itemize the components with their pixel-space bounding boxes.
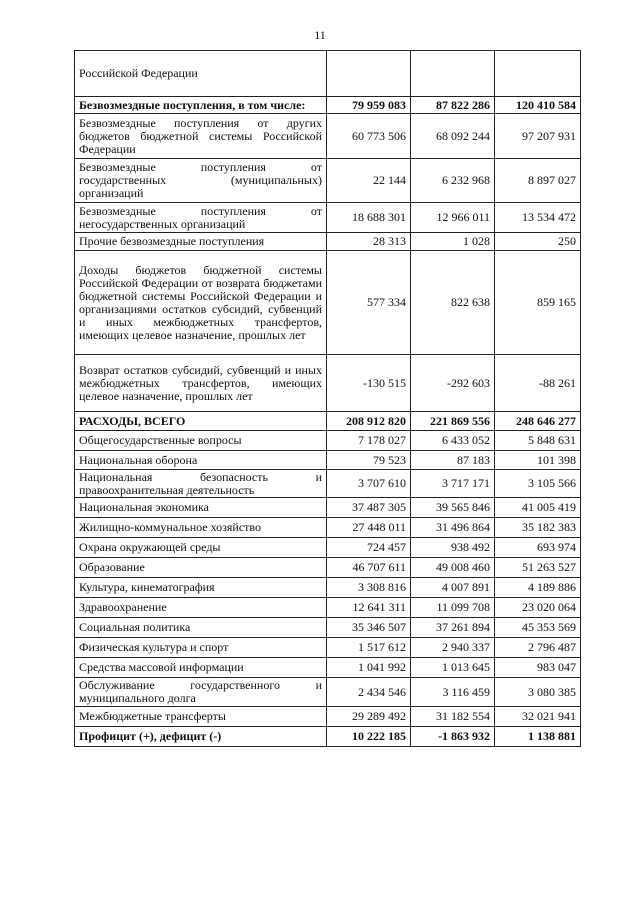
value-col-3: 35 182 383 (495, 518, 581, 538)
value-col-2: 68 092 244 (411, 114, 495, 159)
row-label: Здравоохранение (75, 598, 327, 618)
value-col-3 (495, 51, 581, 97)
value-col-1: 29 289 492 (327, 707, 411, 727)
value-col-3: 1 138 881 (495, 727, 581, 747)
value-col-2: 31 496 864 (411, 518, 495, 538)
value-col-2: 6 433 052 (411, 431, 495, 451)
table-row (75, 159, 581, 203)
value-col-1: 79 523 (327, 451, 411, 470)
row-label: Культура, кинематография (75, 578, 327, 598)
value-col-2: -292 603 (411, 355, 495, 412)
value-col-1: 22 144 (327, 159, 411, 203)
value-col-3: 41 005 419 (495, 498, 581, 518)
value-col-3: 4 189 886 (495, 578, 581, 598)
table-row (75, 558, 581, 578)
row-label: Доходы бюджетов бюджетной системы Российской Федерации от возврата бюджетами бюджетной системы Российской Федерации и организациями остатков субсидий, субвенций и иных межбюджетных трансфертов, имеющих целевое назначение, прошлых лет (75, 251, 327, 355)
value-col-1: 35 346 507 (327, 618, 411, 638)
value-col-2: 31 182 554 (411, 707, 495, 727)
value-col-3: 2 796 487 (495, 638, 581, 658)
row-label: Межбюджетные трансферты (75, 707, 327, 727)
value-col-3: 101 398 (495, 451, 581, 470)
table-row (75, 203, 581, 233)
value-col-2: 87 822 286 (411, 97, 495, 114)
value-col-3: 859 165 (495, 251, 581, 355)
page-number: 11 (314, 28, 326, 42)
value-col-1: 37 487 305 (327, 498, 411, 518)
row-label: Прочие безвозмездные поступления (75, 233, 327, 251)
table-row (75, 707, 581, 727)
row-label: Возврат остатков субсидий, субвенций и иных межбюджетных трансфертов, имеющих целевое назначение, прошлых лет (75, 355, 327, 412)
table-row (75, 618, 581, 638)
value-col-3: 3 105 566 (495, 470, 581, 498)
value-col-2: 938 492 (411, 538, 495, 558)
table-row (75, 233, 581, 251)
value-col-2: 3 116 459 (411, 678, 495, 707)
table-row (75, 355, 581, 412)
table-row (75, 638, 581, 658)
table-row (75, 578, 581, 598)
table-row (75, 538, 581, 558)
row-label: Безвозмездные поступления от государственных (муниципальных) организаций (75, 159, 327, 203)
value-col-1: 208 912 820 (327, 412, 411, 431)
table-row (75, 518, 581, 538)
value-col-3: 97 207 931 (495, 114, 581, 159)
value-col-2: 221 869 556 (411, 412, 495, 431)
value-col-2: 3 717 171 (411, 470, 495, 498)
table-row (75, 431, 581, 451)
value-col-1: 10 222 185 (327, 727, 411, 747)
value-col-2: 2 940 337 (411, 638, 495, 658)
table-row (75, 727, 581, 747)
value-col-3: 120 410 584 (495, 97, 581, 114)
value-col-3: 45 353 569 (495, 618, 581, 638)
value-col-1: 28 313 (327, 233, 411, 251)
value-col-1: 1 041 992 (327, 658, 411, 678)
value-col-1 (327, 51, 411, 97)
value-col-2: 37 261 894 (411, 618, 495, 638)
row-label: Профицит (+), дефицит (-) (75, 727, 327, 747)
table-row (75, 251, 581, 355)
row-label: РАСХОДЫ, ВСЕГО (75, 412, 327, 431)
row-label: Средства массовой информации (75, 658, 327, 678)
row-label: Охрана окружающей среды (75, 538, 327, 558)
value-col-2: 1 028 (411, 233, 495, 251)
budget-table-body (75, 51, 581, 747)
value-col-1: 27 448 011 (327, 518, 411, 538)
value-col-3: 693 974 (495, 538, 581, 558)
value-col-3: 3 080 385 (495, 678, 581, 707)
row-label: Образование (75, 558, 327, 578)
value-col-1: 2 434 546 (327, 678, 411, 707)
value-col-2: 4 007 891 (411, 578, 495, 598)
value-col-1: 3 308 816 (327, 578, 411, 598)
value-col-3: 5 848 631 (495, 431, 581, 451)
value-col-1: 1 517 612 (327, 638, 411, 658)
table-row (75, 97, 581, 114)
value-col-2: 822 638 (411, 251, 495, 355)
value-col-2: -1 863 932 (411, 727, 495, 747)
value-col-3: 13 534 472 (495, 203, 581, 233)
value-col-1: -130 515 (327, 355, 411, 412)
budget-table (74, 50, 581, 747)
value-col-1: 577 334 (327, 251, 411, 355)
row-label: Социальная политика (75, 618, 327, 638)
value-col-3: 250 (495, 233, 581, 251)
table-row (75, 412, 581, 431)
row-label: Национальная безопасность и правоохранительная деятельность (75, 470, 327, 498)
value-col-1: 46 707 611 (327, 558, 411, 578)
row-label: Российской Федерации (75, 51, 327, 97)
value-col-3: 32 021 941 (495, 707, 581, 727)
row-label: Национальная оборона (75, 451, 327, 470)
row-label: Безвозмездные поступления от других бюджетов бюджетной системы Российской Федерации (75, 114, 327, 159)
table-row (75, 658, 581, 678)
row-label: Безвозмездные поступления, в том числе: (75, 97, 327, 114)
table-row (75, 451, 581, 470)
value-col-1: 7 178 027 (327, 431, 411, 451)
value-col-2: 12 966 011 (411, 203, 495, 233)
value-col-2: 1 013 645 (411, 658, 495, 678)
value-col-2: 6 232 968 (411, 159, 495, 203)
row-label: Общегосударственные вопросы (75, 431, 327, 451)
value-col-1: 18 688 301 (327, 203, 411, 233)
value-col-3: 983 047 (495, 658, 581, 678)
row-label: Жилищно-коммунальное хозяйство (75, 518, 327, 538)
row-label: Обслуживание государственного и муниципального долга (75, 678, 327, 707)
row-label: Физическая культура и спорт (75, 638, 327, 658)
value-col-1: 60 773 506 (327, 114, 411, 159)
value-col-3: 8 897 027 (495, 159, 581, 203)
value-col-1: 724 457 (327, 538, 411, 558)
value-col-1: 79 959 083 (327, 97, 411, 114)
value-col-3: 23 020 064 (495, 598, 581, 618)
value-col-3: 51 263 527 (495, 558, 581, 578)
value-col-1: 12 641 311 (327, 598, 411, 618)
value-col-2: 11 099 708 (411, 598, 495, 618)
table-row (75, 470, 581, 498)
table-row (75, 51, 581, 97)
table-row (75, 598, 581, 618)
value-col-2: 39 565 846 (411, 498, 495, 518)
row-label: Безвозмездные поступления от негосударственных организаций (75, 203, 327, 233)
row-label: Национальная экономика (75, 498, 327, 518)
value-col-1: 3 707 610 (327, 470, 411, 498)
value-col-2: 87 183 (411, 451, 495, 470)
table-row (75, 114, 581, 159)
value-col-2 (411, 51, 495, 97)
table-row (75, 678, 581, 707)
value-col-3: 248 646 277 (495, 412, 581, 431)
value-col-3: -88 261 (495, 355, 581, 412)
value-col-2: 49 008 460 (411, 558, 495, 578)
table-row (75, 498, 581, 518)
